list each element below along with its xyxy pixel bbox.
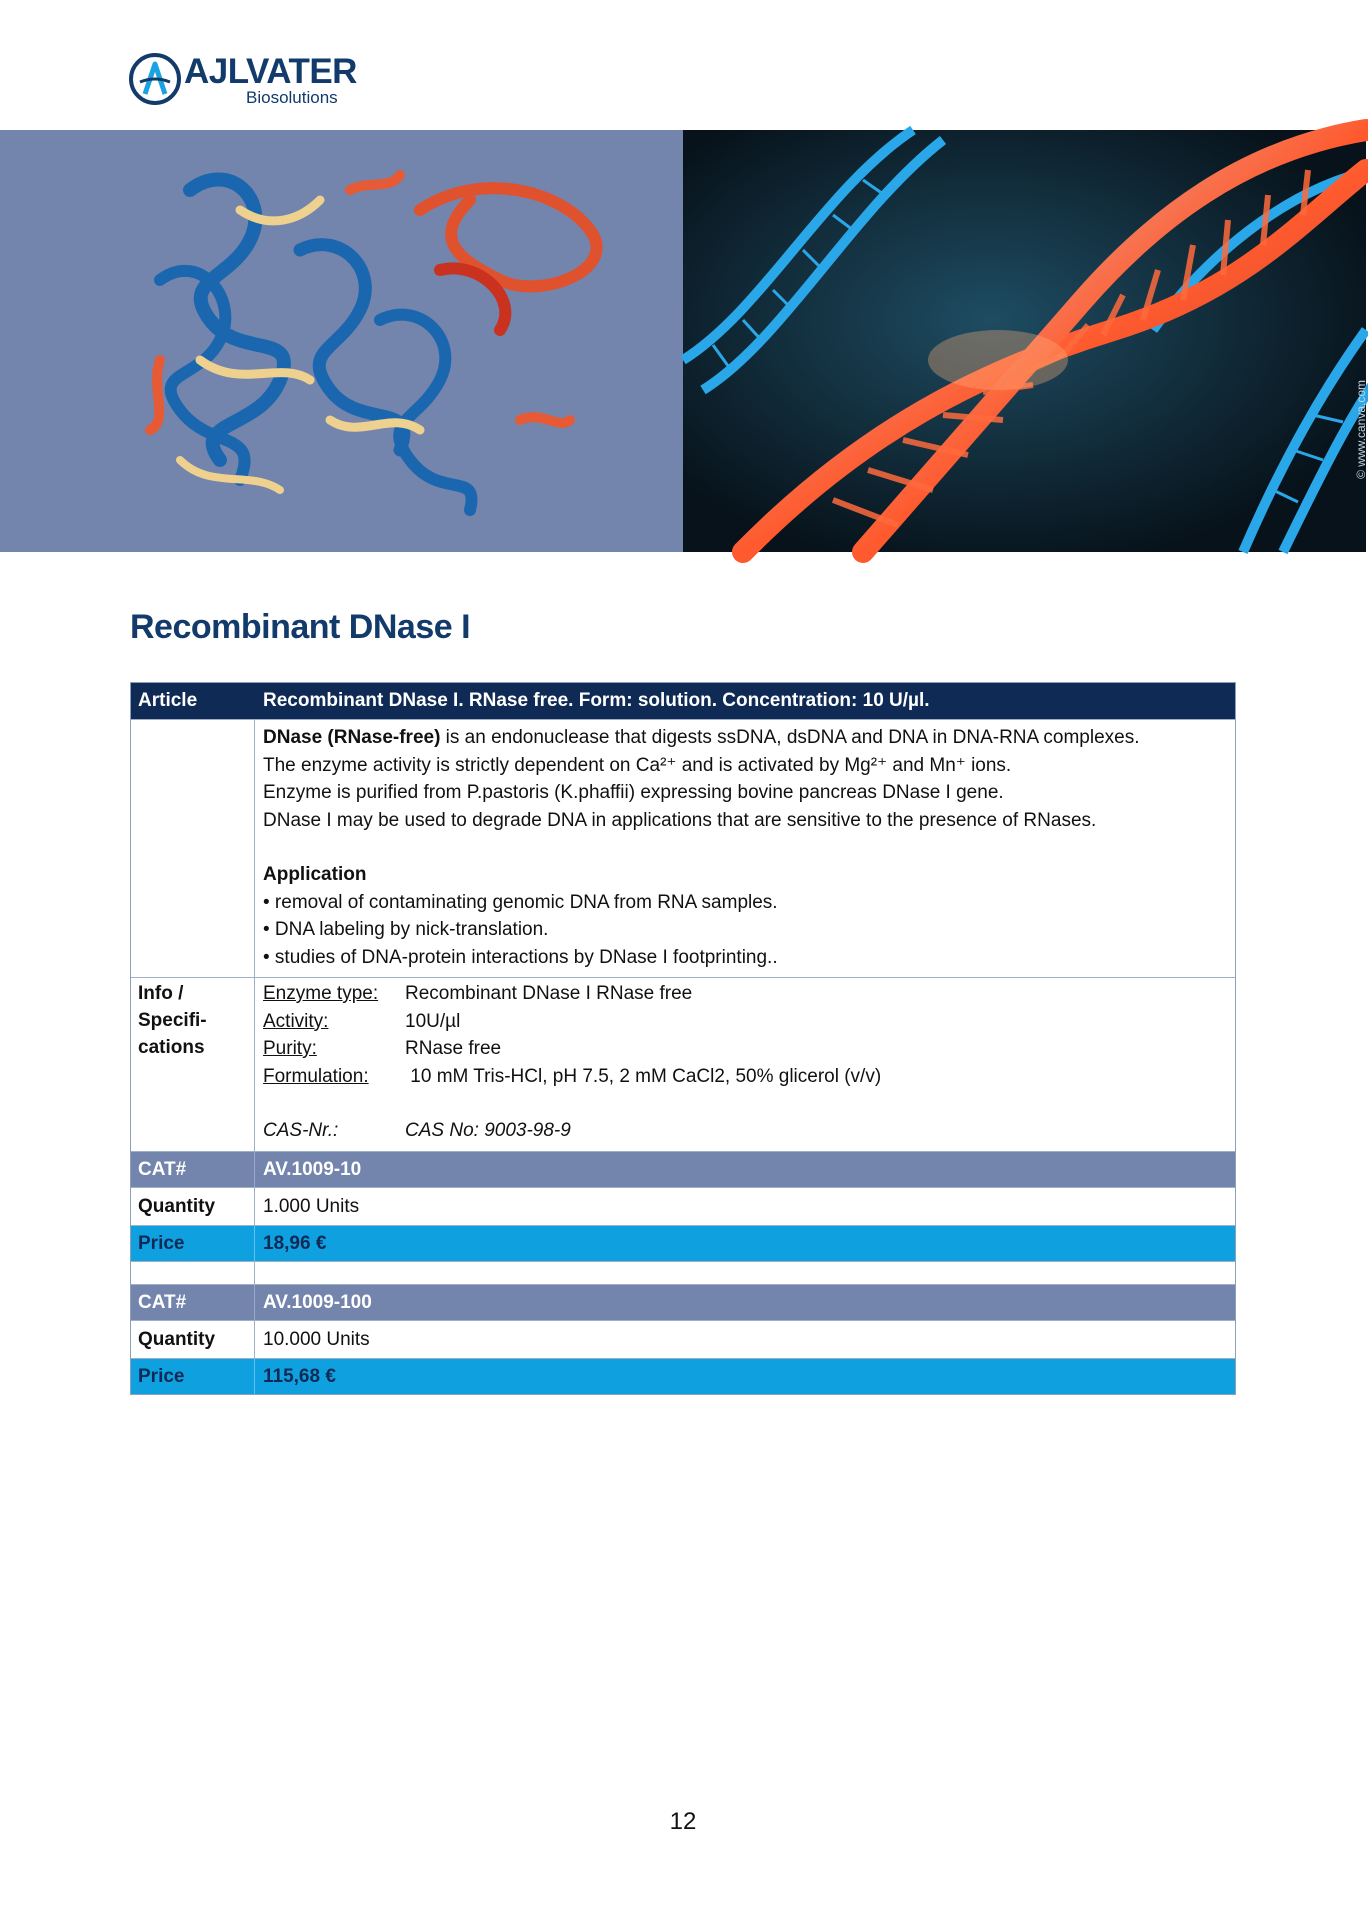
cat-value: AV.1009-100: [263, 1292, 372, 1313]
application-item: • removal of contaminating genomic DNA from RNA samples.: [263, 891, 778, 913]
info-label-line: cations: [138, 1037, 205, 1058]
quantity-row: [131, 1321, 1235, 1359]
spec-value: RNase free: [405, 1038, 502, 1059]
quantity-label: Quantity: [131, 1188, 255, 1225]
spec-key: Activity:: [263, 1010, 329, 1032]
spec-activity: [263, 1008, 1235, 1036]
cas-value: CAS No: 9003-98-9: [405, 1120, 571, 1141]
company-logo: [128, 50, 358, 110]
spacer-cell: [131, 1262, 255, 1284]
application-item: • DNA labeling by nick-translation.: [263, 919, 549, 940]
spec-key: Formulation:: [263, 1065, 369, 1087]
price-label: Price: [131, 1359, 255, 1394]
cat-row: [131, 1152, 1235, 1188]
info-label-line: Info /: [138, 983, 184, 1004]
spec-key: Enzyme type:: [263, 983, 379, 1004]
spacer-row: [131, 1262, 1235, 1285]
cat-label: CAT#: [131, 1285, 255, 1320]
description-line-4: DNase I may be used to degrade DNA in applications that are sensitive to the presence of RNases.: [263, 809, 1097, 831]
article-value: Recombinant DNase I. RNase free. Form: solution. Concentration: 10 U/µl.: [263, 690, 930, 711]
quantity-row: [131, 1188, 1235, 1226]
specifications-cell: [255, 978, 1235, 1151]
protein-structure-image: [0, 130, 683, 552]
article-label: Article: [131, 683, 255, 719]
price-label: Price: [131, 1226, 255, 1261]
cas-key: CAS-Nr.:: [263, 1120, 339, 1141]
quantity-value: 10.000 Units: [263, 1329, 370, 1350]
description-bold: DNase (RNase-free): [263, 727, 441, 748]
price-value: 18,96 €: [263, 1233, 327, 1254]
cat-value: AV.1009-10: [263, 1159, 362, 1180]
cat-row: [131, 1285, 1235, 1321]
info-label: [131, 978, 255, 1151]
description-cell: [255, 720, 1235, 977]
page-title: Recombinant DNase I: [130, 608, 471, 646]
spec-purity: [263, 1035, 1235, 1063]
price-row: [131, 1226, 1235, 1262]
quantity-label: Quantity: [131, 1321, 255, 1358]
application-item: • studies of DNA-protein interactions by DNase I footprinting..: [263, 946, 778, 968]
article-row: [131, 683, 1235, 720]
description-line-1: [263, 724, 1235, 752]
description-line-2: The enzyme activity is strictly dependent on Ca²⁺ and is activated by Mg²⁺ and Mn⁺ ions.: [263, 754, 1012, 776]
spec-formulation: [263, 1063, 1235, 1091]
description-row: [131, 720, 1235, 978]
spec-value: Recombinant DNase I RNase free: [405, 983, 693, 1004]
description-label-cell: [131, 720, 255, 977]
description-line-1-rest: is an endonuclease that digests ssDNA, dsDNA and DNA in DNA-RNA complexes.: [440, 727, 1140, 748]
header-banner: [0, 130, 1366, 552]
dna-helix-image: [683, 130, 1366, 552]
spec-value: 10U/µl: [405, 1010, 461, 1032]
logo-name: AJLVATER: [184, 52, 357, 91]
spec-enzyme-type: [263, 980, 1235, 1008]
page-number: 12: [669, 1808, 697, 1835]
logo-mark-icon: [128, 52, 182, 106]
cas-number: [263, 1117, 1235, 1145]
price-row: [131, 1359, 1235, 1394]
info-label-line: Specifi-: [138, 1010, 207, 1031]
quantity-value: 1.000 Units: [263, 1196, 360, 1217]
product-spec-table: [130, 682, 1236, 1395]
image-copyright: © www.canva.com: [1354, 380, 1368, 479]
logo-subtitle: Biosolutions: [246, 88, 338, 107]
application-title: Application: [263, 864, 367, 885]
price-value: 115,68 €: [263, 1366, 336, 1387]
info-specifications-row: [131, 978, 1235, 1152]
description-line-3: Enzyme is purified from P.pastoris (K.phaffii) expressing bovine pancreas DNase I gene.: [263, 782, 1004, 803]
spacer-cell: [255, 1262, 1235, 1284]
spec-key: Purity:: [263, 1038, 317, 1059]
cat-label: CAT#: [131, 1152, 255, 1187]
spec-value: 10 mM Tris-HCl, pH 7.5, 2 mM CaCl2, 50% glicerol (v/v): [405, 1065, 882, 1087]
